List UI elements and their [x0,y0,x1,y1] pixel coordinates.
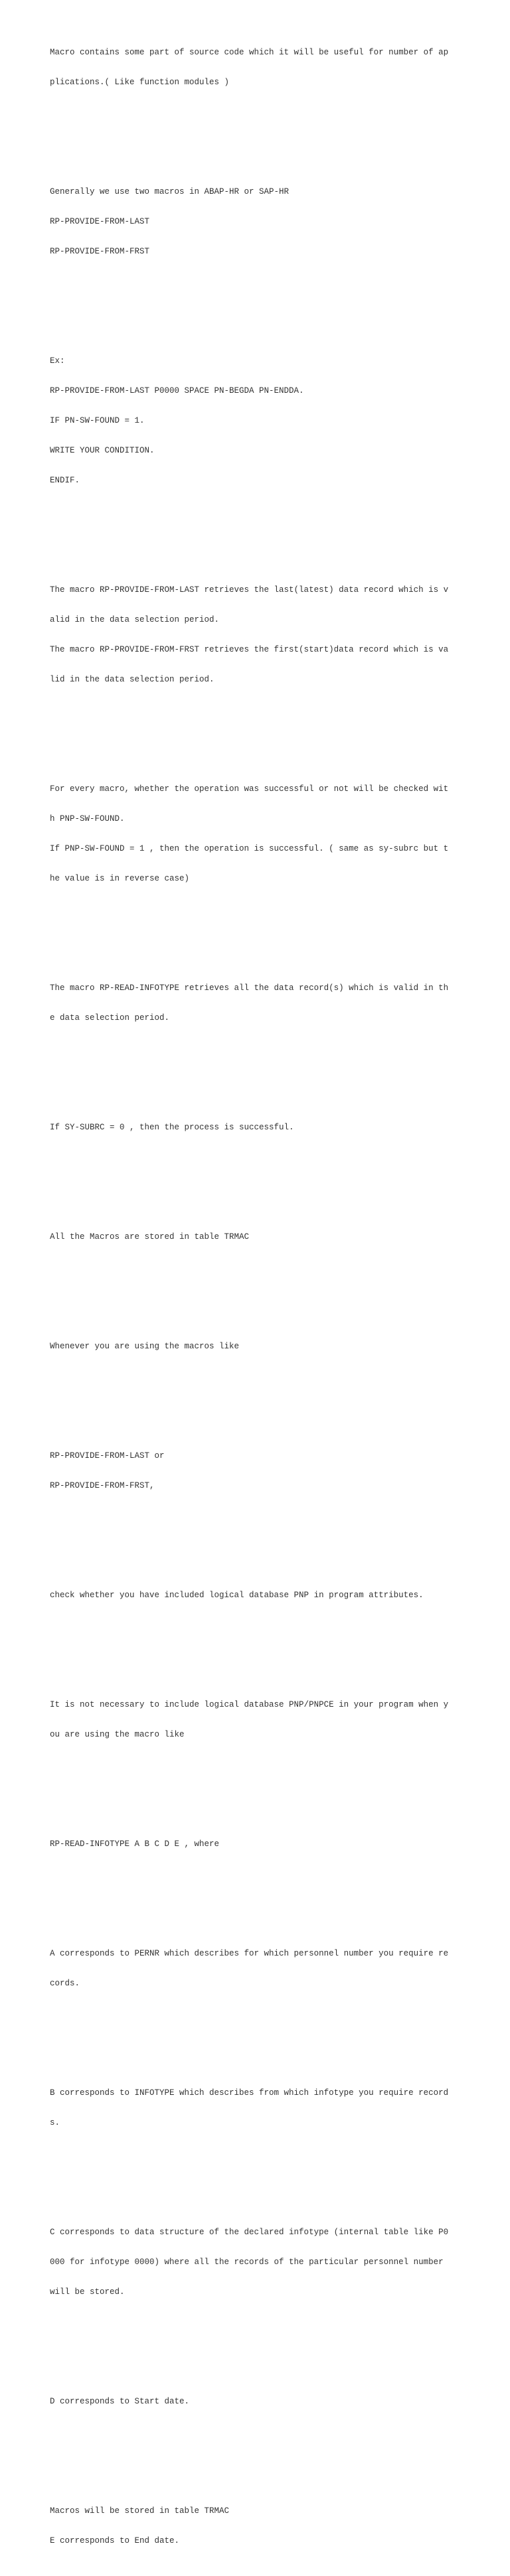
text-line: The macro RP-PROVIDE-FROM-FRST retrieves the first(start)data record which is va [50,645,449,654]
text-line: Whenever you are using the macros like [50,1342,240,1351]
paragraph-gap [50,2168,462,2178]
paragraph-whenever [50,1322,462,1372]
text-line: The macro RP-PROVIDE-FROM-LAST retrieves the last(latest) data record which is v [50,585,449,595]
text-line: If SY-SUBRC = 0 , then the process is successful. [50,1123,294,1132]
text-line: C corresponds to data structure of the declared infotype (internal table like P0 [50,2228,449,2237]
paragraph-param-e [50,2486,462,2566]
paragraph-macro-names [50,1431,462,1511]
text-line: s. [50,2118,60,2127]
code-line: ENDIF. [50,476,80,485]
text-line: If PNP-SW-FOUND = 1 , then the operation is successful. ( same as sy-subrc but t [50,844,449,853]
text-line: 000 for infotype 0000) where all the records of the particular personnel number [50,2257,444,2267]
text-line: RP-PROVIDE-FROM-FRST [50,247,150,256]
paragraph-param-a [50,1929,462,2009]
paragraph-param-c [50,2208,462,2317]
text-line: he value is in reverse case) [50,874,190,883]
text-line: alid in the data selection period. [50,615,220,624]
code-line: IF PN-SW-FOUND = 1. [50,416,145,425]
text-line: will be stored. [50,2287,125,2297]
paragraph-param-d [50,2377,462,2427]
paragraph-param-b [50,2068,462,2148]
code-example [50,336,462,506]
text-line: ou are using the macro like [50,1730,185,1739]
paragraph-sw-found [50,764,462,904]
paragraph-macro-intro [50,28,462,107]
text-line: A corresponds to PERNR which describes for which personnel number you require re [50,1949,449,1958]
text-line: cords. [50,1979,80,1988]
paragraph-gap [50,1282,462,1292]
paragraph-gap [50,1531,462,1541]
text-line: D corresponds to Start date. [50,2397,190,2406]
text-line: Generally we use two macros in ABAP-HR or SAP-HR [50,187,290,196]
text-line: RP-PROVIDE-FROM-LAST [50,217,150,226]
text-line: All the Macros are stored in table TRMAC [50,1232,250,1242]
paragraph-gap [50,1889,462,1899]
text-line: B corresponds to INFOTYPE which describes from which infotype you require record [50,2088,449,2098]
text-line: For every macro, whether the operation was successful or not will be checked wit [50,784,449,794]
text-line: Macros will be stored in table TRMAC [50,2506,230,2516]
paragraph-gap [50,2447,462,2457]
paragraph-gap [50,526,462,536]
text-line: RP-PROVIDE-FROM-LAST or [50,1451,165,1461]
paragraph-gap [50,2029,462,2039]
paragraph-read-infotype [50,964,462,1043]
paragraph-provide-macros [50,565,462,705]
paragraph-gap [50,1392,462,1401]
text-line: e data selection period. [50,1013,170,1023]
paragraph-gap [50,725,462,735]
text-line: Ex: [50,356,65,366]
text-line: lid in the data selection period. [50,675,214,684]
paragraph-gap [50,1173,462,1182]
text-line: It is not necessary to include logical database PNP/PNPCE in your program when y [50,1700,449,1709]
text-line: RP-READ-INFOTYPE A B C D E , where [50,1839,220,1849]
text-line: RP-PROVIDE-FROM-FRST, [50,1481,155,1490]
paragraph-gap [50,1063,462,1073]
paragraph-check-pnp [50,1571,462,1620]
paragraph-gap [50,127,462,137]
paragraph-sy-subrc [50,1103,462,1153]
paragraph-trmac [50,1212,462,1262]
paragraph-gap [50,1780,462,1790]
text-line: h PNP-SW-FOUND. [50,814,125,823]
paragraph-gap [50,924,462,934]
paragraph-hr-macros [50,167,462,277]
paragraph-gap [50,2337,462,2347]
text-line: E corresponds to End date. [50,2536,180,2545]
code-line: RP-PROVIDE-FROM-LAST P0000 SPACE PN-BEGDA PN-ENDDA. [50,386,304,395]
text-line: Macro contains some part of source code which it will be useful for number of ap [50,48,449,57]
text-line: The macro RP-READ-INFOTYPE retrieves all the data record(s) which is valid in th [50,983,449,993]
paragraph-gap [50,1640,462,1650]
document-text [50,8,462,2576]
text-line: plications.( Like function modules ) [50,78,230,87]
paragraph-not-necessary [50,1680,462,1760]
code-line: WRITE YOUR CONDITION. [50,446,155,455]
text-line: check whether you have included logical database PNP in program attributes. [50,1591,424,1600]
paragraph-gap [50,297,462,307]
paragraph-syntax [50,1820,462,1869]
